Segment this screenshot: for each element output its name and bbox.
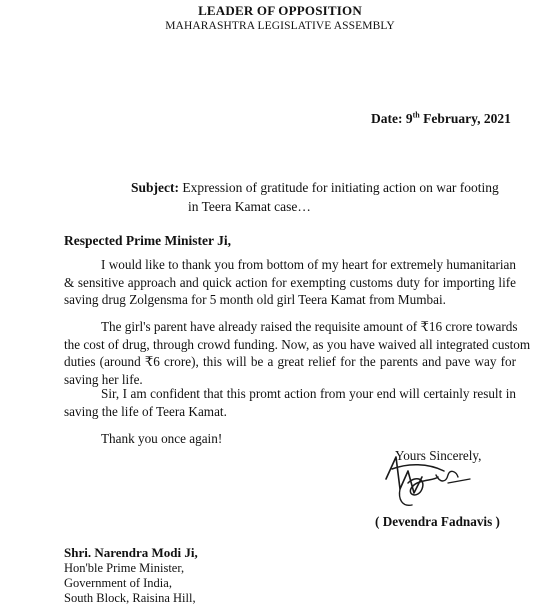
addressee-line: Hon'ble Prime Minister, — [64, 561, 185, 575]
paragraph-line: I would like to thank you from bottom of my heart for extremely humanitarian — [101, 257, 516, 272]
subject-label: Subject: — [131, 180, 179, 195]
paragraph-line: saving her life. — [64, 371, 143, 387]
handwritten-signature — [378, 449, 498, 515]
addressee-line: Government of India, — [64, 576, 172, 590]
letterhead-subtitle: MAHARASHTRA LEGISLATIVE ASSEMBLY — [165, 20, 395, 32]
paragraph-line: The girl's parent have already raised the requisite amount of ₹16 crore towards — [101, 319, 518, 334]
addressee-name: Shri. Narendra Modi Ji, — [64, 545, 198, 560]
closing-line: Yours Sincerely, — [395, 448, 482, 463]
salutation: Respected Prime Minister Ji, — [64, 233, 231, 248]
paragraph-line: saving the life of Teera Kamat. — [64, 403, 227, 419]
addressee-line: South Block, Raisina Hill, — [64, 591, 196, 605]
paragraph-line: duties (around ₹6 crore), this will be a great relief for the parents and pave way for — [64, 354, 516, 369]
subject-text-1: Expression of gratitude for initiating action on war footing — [179, 180, 499, 195]
subject-line-1 — [131, 178, 499, 197]
date-suffix: February, 2021 — [419, 111, 511, 126]
paragraph-line: the cost of drug, through crowd funding. Now, as you have waived all integrated custom — [64, 336, 531, 352]
letterhead-title: LEADER OF OPPOSITION — [198, 3, 362, 18]
body-paragraph-3 — [64, 385, 516, 420]
paragraph-line: Sir, I am confident that this promt action from your end will certainly result in — [101, 386, 516, 401]
subject-line-2: in Teera Kamat case… — [188, 199, 311, 214]
paragraph-line: & sensitive approach and quick action for exempting customs duty for importing life — [64, 274, 516, 290]
signer-name: ( Devendra Fadnavis ) — [375, 514, 500, 529]
paragraph-line: saving drug Zolgensma for 5 month old girl Teera Kamat from Mumbai. — [64, 292, 446, 307]
body-paragraph-2 — [64, 318, 531, 388]
date-superscript: th — [412, 110, 420, 120]
date-prefix: Date: 9 — [371, 111, 413, 126]
thanks-line: Thank you once again! — [101, 431, 223, 446]
body-paragraph-1 — [64, 256, 516, 309]
letter-date — [371, 111, 511, 127]
subject-block — [131, 178, 499, 216]
